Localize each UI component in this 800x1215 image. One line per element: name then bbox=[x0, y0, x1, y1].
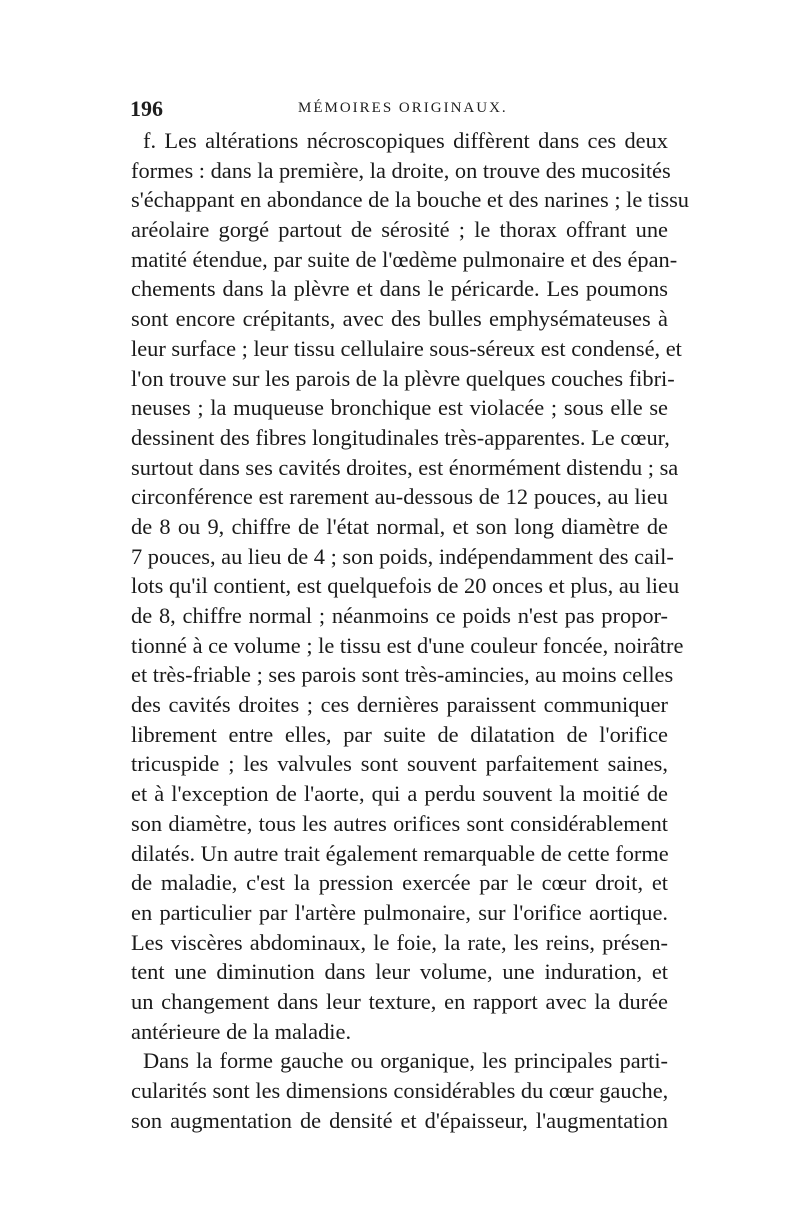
text-line: Les viscères abdominaux, le foie, la rate, les reins, présen- bbox=[131, 929, 668, 955]
text-line: f. Les altérations nécroscopiques diffèrent dans ces deux bbox=[143, 128, 668, 153]
paragraph-necroscopic-alterations bbox=[131, 126, 689, 1046]
text-line: surtout dans ses cavités droites, est énormément distendu ; sa bbox=[131, 454, 679, 480]
text-line: dessinent des fibres longitudinales très-apparentes. Le cœur, bbox=[131, 424, 670, 450]
text-line: des cavités droites ; ces dernières paraissent communiquer bbox=[131, 692, 668, 718]
text-line: s'échappant en abondance de la bouche et des narines ; le tissu bbox=[131, 187, 689, 213]
text-line: tricuspide ; les valvules sont souvent parfaitement saines, bbox=[131, 751, 668, 777]
page-header bbox=[130, 96, 670, 126]
text-line: cularités sont les dimensions considérables du cœur gauche, bbox=[131, 1078, 669, 1103]
paragraph-left-form bbox=[131, 1046, 668, 1135]
text-line: un changement dans leur texture, en rapport avec la durée bbox=[131, 988, 668, 1014]
text-line: son augmentation de densité et d'épaisseur, l'augmentation bbox=[131, 1107, 668, 1133]
text-line: dilatés. Un autre trait également remarquable de cette forme bbox=[131, 840, 669, 866]
text-line: aréolaire gorgé partout de sérosité ; le thorax offrant une bbox=[131, 217, 668, 243]
text-line: et très-friable ; ses parois sont très-amincies, au moins celles bbox=[131, 662, 674, 688]
text-line: circonférence est rarement au-dessous de 12 pouces, au lieu bbox=[131, 484, 668, 510]
text-line: l'on trouve sur les parois de la plèvre quelques couches fibri- bbox=[131, 365, 675, 391]
text-line: de 8, chiffre normal ; néanmoins ce poids n'est pas propor- bbox=[131, 603, 668, 628]
text-line: antérieure de la maladie. bbox=[131, 1018, 352, 1044]
text-line: de maladie, c'est la pression exercée par le cœur droit, et bbox=[131, 870, 668, 896]
text-line: 7 pouces, au lieu de 4 ; son poids, indépendamment des cail- bbox=[131, 543, 674, 569]
text-line: en particulier par l'artère pulmonaire, sur l'orifice aortique. bbox=[131, 899, 668, 925]
text-line: tionné à ce volume ; le tissu est d'une couleur foncée, noirâtre bbox=[131, 632, 684, 658]
text-line: son diamètre, tous les autres orifices sont considérablement bbox=[131, 810, 668, 836]
text-line: chements dans la plèvre et dans le péricarde. Les poumons bbox=[131, 276, 668, 302]
text-line: matité étendue, par suite de l'œdème pulmonaire et des épan- bbox=[131, 246, 678, 272]
text-line: et à l'exception de l'aorte, qui a perdu souvent la moitié de bbox=[131, 781, 668, 807]
running-title: MÉMOIRES ORIGINAUX. bbox=[298, 100, 508, 116]
text-line: Dans la forme gauche ou organique, les principales parti- bbox=[143, 1048, 668, 1074]
text-line: tent une diminution dans leur volume, une induration, et bbox=[131, 959, 668, 985]
text-line: de 8 ou 9, chiffre de l'état normal, et son long diamètre de bbox=[131, 513, 668, 539]
text-line: librement entre elles, par suite de dilatation de l'orifice bbox=[131, 721, 668, 747]
text-line: sont encore crépitants, avec des bulles emphysémateuses à bbox=[131, 306, 668, 332]
text-line: leur surface ; leur tissu cellulaire sous-séreux est condensé, et bbox=[131, 335, 682, 361]
text-line: lots qu'il contient, est quelquefois de 20 onces et plus, au lieu bbox=[131, 573, 680, 599]
text-line: formes : dans la première, la droite, on trouve des mucosités bbox=[131, 157, 671, 183]
body-text bbox=[131, 126, 689, 1135]
page-number: 196 bbox=[130, 96, 163, 121]
text-line: neuses ; la muqueuse bronchique est violacée ; sous elle se bbox=[131, 395, 668, 421]
